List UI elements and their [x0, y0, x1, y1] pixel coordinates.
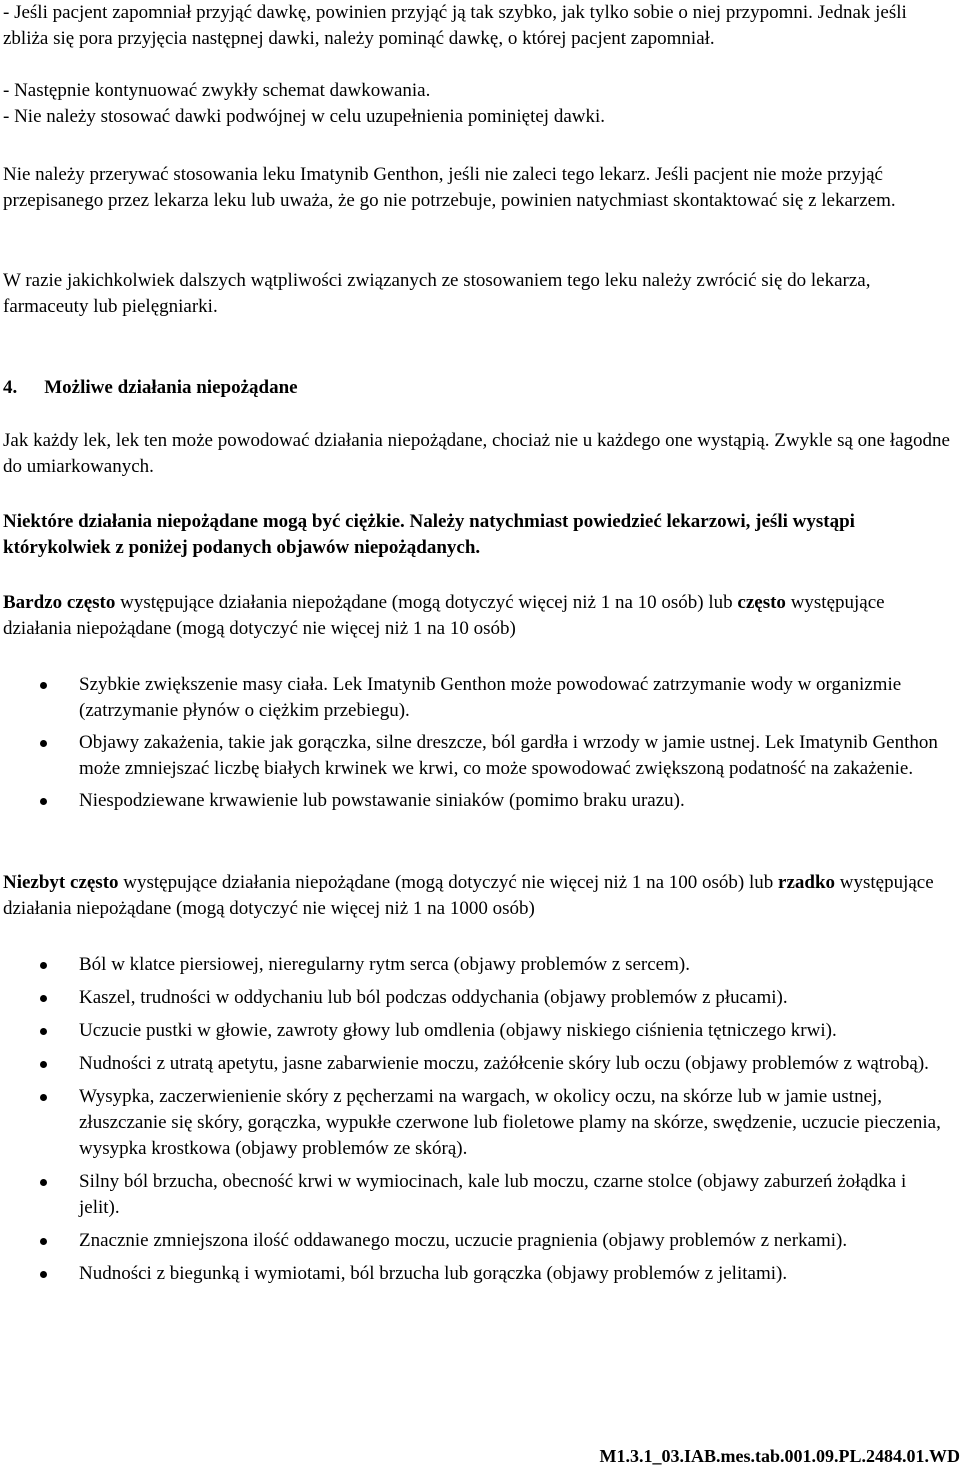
frequency-text: występujące działania niepożądane (mogą dotyczyć nie więcej niż 1 na 1000 osób) [3, 872, 934, 919]
serious-warning-paragraph: Niektóre działania niepożądane mogą być ciężkie. Należy natychmiast powiedzieć lekarzowi, jeśli wystąpi którykolwiek z poniżej podanych objawów niepożądanych. [3, 511, 855, 558]
side-effects-list-common [3, 672, 951, 814]
list-item [3, 952, 951, 978]
missed-dose-text: - Jeśli pacjent zapomniał przyjąć dawkę, powinien przyjąć ją tak szybko, jak tylko sobie o niej przypomni. Jednak jeśli zbliża się pora przyjęcia następnej dawki, należy pominąć dawkę, o której pacjent zapomniał. [3, 2, 907, 49]
bullet-icon [40, 962, 47, 969]
bullet-icon [40, 740, 47, 747]
list-item [3, 788, 951, 814]
side-effects-list-uncommon [3, 952, 951, 1287]
frequency-text: występujące działania niepożądane (mogą dotyczyć nie więcej niż 1 na 100 osób) lub [118, 872, 779, 893]
bullet-icon [40, 798, 47, 805]
bullet-icon [40, 995, 47, 1002]
questions-paragraph: W razie jakichkolwiek dalszych wątpliwości związanych ze stosowaniem tego leku należy zwrócić się do lekarza, farmaceuty lub pielęgniarki. [3, 270, 871, 317]
list-item [3, 1018, 951, 1044]
list-item-text: Niespodziewane krwawienie lub powstawanie siniaków (pomimo braku urazu). [79, 790, 685, 811]
list-item-text: Objawy zakażenia, takie jak gorączka, silne dreszcze, ból gardła i wrzody w jamie ustnej. Lek Imatynib Genthon może zmniejszać liczbę białych krwinek we krwi, co może spowodować zwiększoną podatność na zakażenie. [79, 732, 938, 779]
list-item [3, 1228, 951, 1254]
list-item [3, 1084, 951, 1162]
frequency-rare: rzadko [778, 872, 836, 893]
section-number: 4. [3, 377, 18, 398]
list-item-text: Wysypka, zaczerwienienie skóry z pęcherzami na wargach, w okolicy oczu, na skórze lub w jamie ustnej, złuszczanie się skóry, gorączka, wypukłe czerwone lub fioletowe plamy na skórze, swędzenie, uczucie pieczenia, wysypka krostkowa (objawy problemów ze skórą). [79, 1086, 941, 1159]
section-heading [3, 375, 951, 401]
frequency-common: często [737, 592, 786, 613]
list-item-text: Silny ból brzucha, obecność krwi w wymiocinach, kale lub moczu, czarne stolce (objawy zaburzeń żołądka i jelit). [79, 1171, 907, 1218]
document-code-footer: M1.3.1_03.IAB.mes.tab.001.09.PL.2484.01.WD [599, 1446, 960, 1466]
list-item-text: Ból w klatce piersiowej, nieregularny rytm serca (objawy problemów z sercem). [79, 954, 690, 975]
frequency-header-2 [3, 870, 951, 922]
frequency-very-common: Bardzo często [3, 592, 116, 613]
list-item [3, 672, 951, 724]
stop-treatment-paragraph: Nie należy przerywać stosowania leku Imatynib Genthon, jeśli nie zaleci tego lekarz. Jeśli pacjent nie może przyjąć przepisanego przez lekarza leku lub uważa, że go nie potrzebuje, powinien natychmiast skontaktować się z lekarzem. [3, 164, 896, 211]
frequency-uncommon: Niezbyt często [3, 872, 119, 893]
frequency-text: występujące działania niepożądane (mogą dotyczyć nie więcej niż 1 na 10 osób) [3, 592, 885, 639]
bullet-icon [40, 1028, 47, 1035]
intro-paragraph: Jak każdy lek, lek ten może powodować działania niepożądane, chociaż nie u każdego one wystąpią. Zwykle są one łagodne do umiarkowanych. [3, 430, 950, 477]
list-item [3, 1169, 951, 1221]
no-double-dose-text: - Nie należy stosować dawki podwójnej w celu uzupełnienia pominiętej dawki. [3, 106, 606, 127]
frequency-text: występujące działania niepożądane (mogą dotyczyć więcej niż 1 na 10 osób) lub [115, 592, 738, 613]
bullet-icon [40, 1094, 47, 1101]
list-item [3, 730, 951, 782]
section-title: Możliwe działania niepożądane [44, 377, 298, 398]
list-item-text: Znacznie zmniejszona ilość oddawanego moczu, uczucie pragnienia (objawy problemów z nerkami). [79, 1230, 848, 1251]
bullet-icon [40, 1271, 47, 1278]
frequency-header-1 [3, 590, 951, 642]
list-item-text: Uczucie pustki w głowie, zawroty głowy lub omdlenia (objawy niskiego ciśnienia tętniczego krwi). [79, 1020, 837, 1041]
list-item-text: Nudności z biegunką i wymiotami, ból brzucha lub gorączka (objawy problemów z jelitami). [79, 1263, 788, 1284]
list-item [3, 1051, 951, 1077]
list-item [3, 985, 951, 1011]
list-item [3, 1261, 951, 1287]
list-item-text: Szybkie zwiększenie masy ciała. Lek Imatynib Genthon może powodować zatrzymanie wody w organizmie (zatrzymanie płynów o ciężkim przebiegu). [79, 674, 902, 721]
bullet-icon [40, 1061, 47, 1068]
list-item-text: Kaszel, trudności w oddychaniu lub ból podczas oddychania (objawy problemów z płucami). [79, 987, 788, 1008]
bullet-icon [40, 1179, 47, 1186]
bullet-icon [40, 682, 47, 689]
list-item-text: Nudności z utratą apetytu, jasne zabarwienie moczu, zażółcenie skóry lub oczu (objawy problemów z wątrobą). [79, 1053, 929, 1074]
continue-schedule-text: - Następnie kontynuować zwykły schemat dawkowania. [3, 80, 431, 101]
bullet-icon [40, 1238, 47, 1245]
